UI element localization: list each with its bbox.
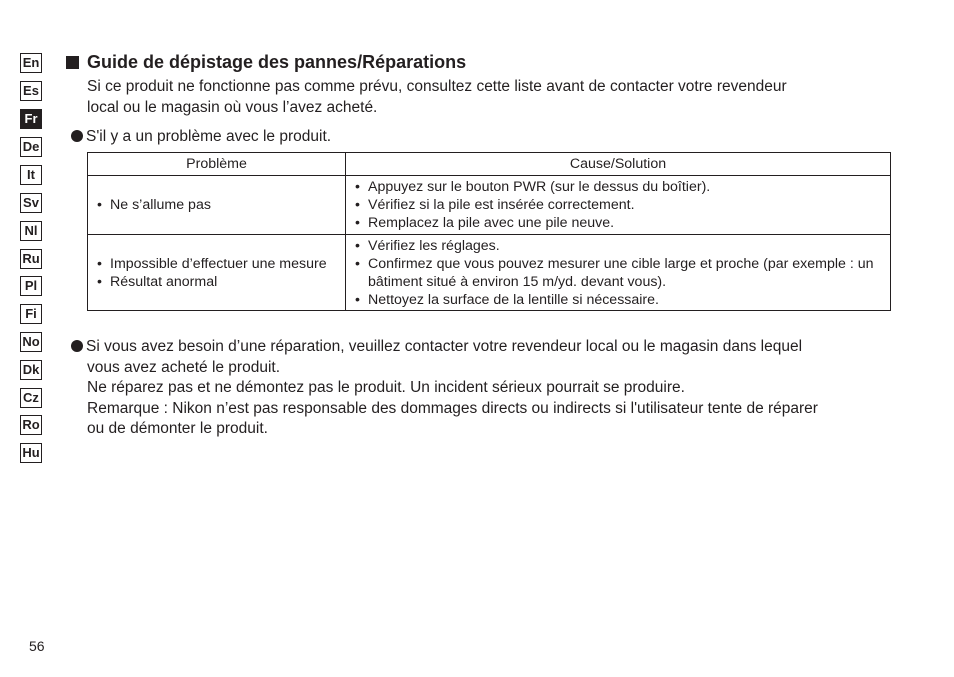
lang-tab-dk[interactable]: Dk [20,360,42,380]
repair-line: Si vous avez besoin d’une réparation, veuillez contacter votre revendeur local ou le magasin dans lequel [71,337,891,358]
round-bullet-icon [71,130,83,142]
solution-cell [346,176,891,235]
intro-line: local ou le magasin où vous l’avez acheté. [87,99,378,116]
round-bullet-icon [71,340,83,352]
repair-line: Remarque : Nikon n’est pas responsable des dommages directs ou indirects si l'utilisateur tente de réparer [87,399,818,417]
lang-tab-no[interactable]: No [20,332,42,352]
troubleshooting-table [87,152,891,311]
problem-cell [88,235,346,311]
section-title: Guide de dépistage des pannes/Réparations [87,52,467,72]
solution-item: • Appuyez sur le bouton PWR (sur le dessus du boîtier). [354,178,882,196]
lang-tab-ru[interactable]: Ru [20,249,42,269]
header-problem: Problème [88,153,346,176]
table-row [88,235,891,311]
solution-cell [346,235,891,311]
repair-line: Ne réparez pas et ne démontez pas le produit. Un incident sérieux pourrait se produire. [87,379,685,396]
problem-item: • Impossible d’effectuer une mesure [96,255,337,273]
table-header-row [88,153,891,176]
problem-heading-text: S'il y a un problème avec le produit. [86,128,332,145]
problem-heading [71,126,331,147]
section-heading [66,52,466,73]
lang-tab-cz[interactable]: Cz [20,388,42,408]
problem-item: • Ne s’allume pas [96,196,337,214]
lang-tab-it[interactable]: It [20,165,42,185]
solution-item: • Vérifiez les réglages. [354,237,882,255]
lang-tab-pl[interactable]: Pl [20,276,42,296]
repair-line: vous avez acheté le produit. [87,358,281,376]
problem-item: • Résultat anormal [96,273,337,291]
solution-item: • Confirmez que vous pouvez mesurer une cible large et proche (par exemple : un bâtiment situé à environ 15 m/yd. devant vous). [354,255,882,291]
lang-tab-en[interactable]: En [20,53,42,73]
solution-item: • Nettoyez la surface de la lentille si nécessaire. [354,291,882,309]
problem-cell [88,176,346,235]
lang-tab-hu[interactable]: Hu [20,443,42,463]
lang-tab-nl[interactable]: Nl [20,221,42,241]
square-bullet-icon [66,56,79,69]
repair-paragraph [71,337,891,440]
lang-tab-ro[interactable]: Ro [20,415,42,435]
lang-tab-fr[interactable]: Fr [20,109,42,129]
lang-tab-fi[interactable]: Fi [20,304,42,324]
intro-line: Si ce produit ne fonctionne pas comme prévu, consultez cette liste avant de contacter votre revendeur [87,78,787,95]
lang-tab-es[interactable]: Es [20,81,42,101]
repair-line: ou de démonter le produit. [87,420,268,437]
lang-tab-de[interactable]: De [20,137,42,157]
header-solution: Cause/Solution [346,153,891,176]
intro-paragraph [87,76,887,118]
solution-item: • Remplacez la pile avec une pile neuve. [354,214,882,232]
page-number: 56 [29,638,45,654]
table-row [88,176,891,235]
lang-tab-sv[interactable]: Sv [20,193,42,213]
solution-item: • Vérifiez si la pile est insérée correctement. [354,196,882,214]
